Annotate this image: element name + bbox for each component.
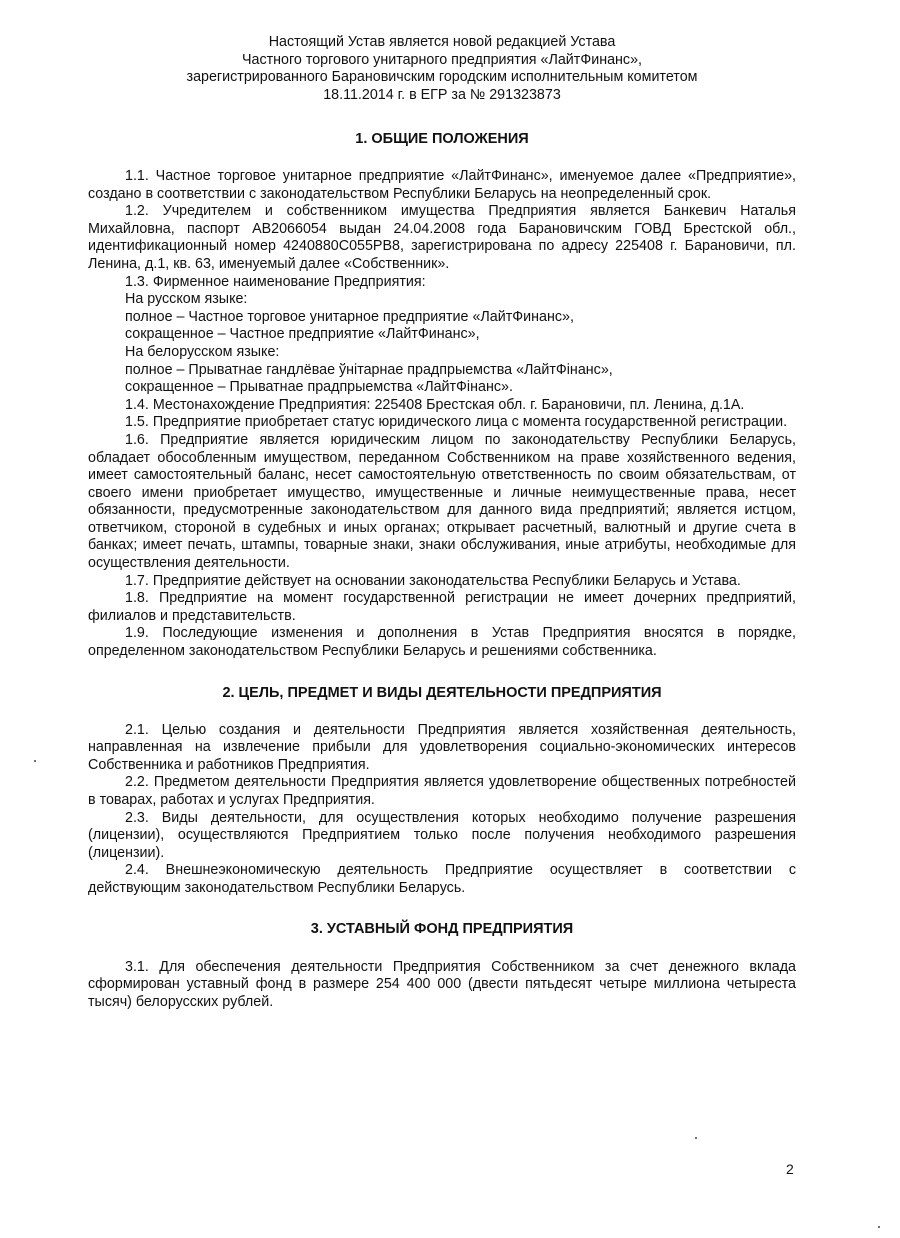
scan-speck [34, 760, 36, 762]
paragraph-1-5: 1.5. Предприятие приобретает статус юридического лица с момента государственной регистрации. [125, 414, 788, 431]
edition-note [88, 34, 796, 104]
paragraph-1-6: 1.6. Предприятие является юридическим лицом по законодательству Республики Беларусь, обладает обособленным имуществом, переданном Собственником на праве хозяйственного ведения, имеет самостоятельный баланс, несет самостоятельную ответственность по своим обязательствам, от своего имени приобретает имущество, имущественные и личные неимущественные права, несет обязанности, предусмотренные законодательством для данного вида предприятий; является истцом, ответчиком, стороной в судебных и иных органах; открывает расчетный, валютный и другие счета в банках; имеет печать, штампы, товарные знаки, знаки обслуживания, иные атрибуты, необходимые для осуществления деятельности. [88, 431, 796, 572]
document-page [88, 34, 796, 1011]
paragraph-2-3: 2.3. Виды деятельности, для осуществления которых необходимо получение разрешения (лицензии), осуществляются Предприятием только после получения необходимого разрешения (лицензии). [88, 809, 796, 861]
paragraph-1-1: 1.1. Частное торговое унитарное предприятие «ЛайтФинанс», именуемое далее «Предприятие», создано в соответствии с законодательством Республики Беларусь на неопределенный срок. [88, 168, 796, 202]
paragraph-3-1: 3.1. Для обеспечения деятельности Предприятия Собственником за счет денежного вклада сформирован уставный фонд в размере 254 400 000 (двести пятьдесят четыре миллиона четыреста тысяч) белорусских рублей. [88, 958, 796, 1010]
section-1-title: 1. ОБЩИЕ ПОЛОЖЕНИЯ [355, 131, 529, 147]
paragraph-2-2: 2.2. Предметом деятельности Предприятия является удовлетворение общественных потребностей в товарах, работах и услугах Предприятия. [88, 774, 796, 808]
scan-speck [695, 1137, 697, 1139]
section-1-body [88, 168, 796, 661]
section-2-title: 2. ЦЕЛЬ, ПРЕДМЕТ И ВИДЫ ДЕЯТЕЛЬНОСТИ ПРЕДПРИЯТИЯ [222, 684, 662, 701]
section-3-body [88, 959, 796, 1012]
belarusian-full-name: полное – Прыватнае гандлёвае ўнітарнае прадпрыемства «ЛайтФінанс», [125, 361, 613, 378]
paragraph-1-2: 1.2. Учредителем и собственником имущества Предприятия является Банкевич Наталья Михайловна, паспорт АВ2066054 выдан 24.04.2008 года Барановичским ГОВД Брестской обл., идентификационный номер 4240880С055РВ8, зарегистрирована по адресу 225408 г. Барановичи, пл. Ленина, д.1, кв. 63, именуемый далее «Собственник». [88, 203, 796, 272]
russian-short-name: сокращенное – Частное предприятие «ЛайтФинанс», [125, 326, 480, 343]
paragraph-2-4: 2.4. Внешнеэкономическую деятельность Предприятие осуществляет в соответствии с действующим законодательством Республики Беларусь. [88, 862, 796, 896]
section-2-body [88, 722, 796, 898]
edition-note-line: 18.11.2014 г. в ЕГР за № 291323873 [323, 86, 561, 103]
belarusian-name-label: На белорусском языке: [125, 343, 280, 360]
belarusian-short-name: сокращенное – Прыватнае прадпрыемства «ЛайтФінанс». [125, 379, 513, 396]
paragraph-1-4: 1.4. Местонахождение Предприятия: 225408 Брестская обл. г. Барановичи, пл. Ленина, д.1А. [125, 396, 745, 413]
page-number: 2 [786, 1161, 794, 1177]
paragraph-1-7: 1.7. Предприятие действует на основании законодательства Республики Беларусь и Устава. [125, 572, 741, 589]
paragraph-2-1: 2.1. Целью создания и деятельности Предприятия является хозяйственная деятельность, направленная на извлечение прибыли для удовлетворения социально-экономических интересов Собственника и работников Предприятия. [88, 721, 796, 773]
edition-note-line: Частного торгового унитарного предприятия «ЛайтФинанс», [241, 51, 643, 68]
scan-speck [878, 1226, 880, 1228]
russian-name-label: На русском языке: [125, 291, 248, 308]
edition-note-line: зарегистрированного Барановичским городским исполнительным комитетом [186, 69, 698, 85]
russian-full-name: полное – Частное торговое унитарное предприятие «ЛайтФинанс», [125, 308, 574, 325]
paragraph-1-3: 1.3. Фирменное наименование Предприятия: [125, 273, 426, 290]
edition-note-line: Настоящий Устав является новой редакцией Устава [268, 34, 616, 50]
paragraph-1-8: 1.8. Предприятие на момент государственной регистрации не имеет дочерних предприятий, филиалов и представительств. [88, 590, 796, 624]
paragraph-1-9: 1.9. Последующие изменения и дополнения в Устав Предприятия вносятся в порядке, определенном законодательством Республики Беларусь и решениями собственника. [88, 625, 796, 660]
section-3-title: 3. УСТАВНЫЙ ФОНД ПРЕДПРИЯТИЯ [310, 920, 574, 937]
